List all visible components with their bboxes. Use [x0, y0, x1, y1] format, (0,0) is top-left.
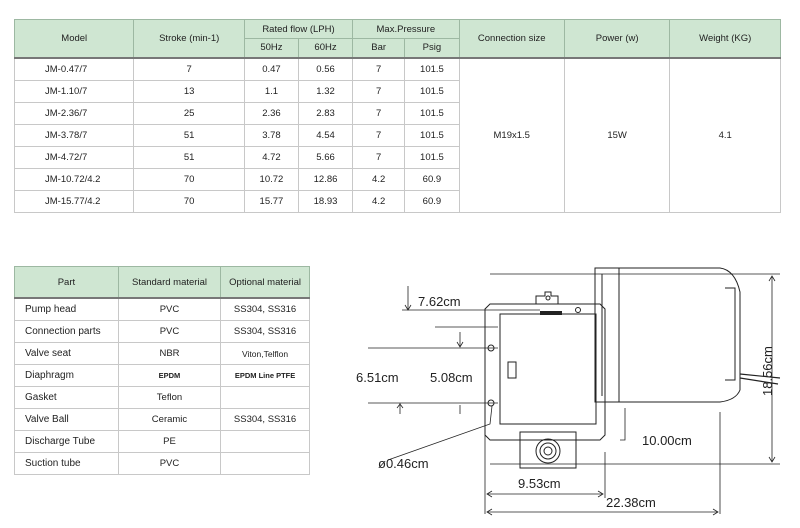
psig-cell: 60.9: [405, 190, 459, 212]
optional-cell: [221, 431, 310, 453]
optional-cell: [221, 387, 310, 409]
header-model: Model: [15, 20, 134, 58]
part-cell: Valve seat: [15, 343, 119, 365]
material-row: [15, 321, 310, 343]
model-cell: JM-15.77/4.2: [15, 190, 134, 212]
standard-cell: NBR: [118, 343, 220, 365]
part-cell: Discharge Tube: [15, 431, 119, 453]
header-optional-material: Optional material: [221, 267, 310, 299]
flow50-cell: 15.77: [244, 190, 298, 212]
dim-left-outer-label: 6.51cm: [356, 370, 399, 385]
header-weight: Weight (KG): [670, 20, 781, 58]
flow50-cell: 2.36: [244, 102, 298, 124]
standard-cell: Teflon: [118, 387, 220, 409]
flow60-cell: 0.56: [298, 58, 352, 81]
model-cell: JM-2.36/7: [15, 102, 134, 124]
connection-size-cell: M19x1.5: [459, 58, 564, 213]
flow50-cell: 4.72: [244, 146, 298, 168]
flow60-cell: 18.93: [298, 190, 352, 212]
flow60-cell: 4.54: [298, 124, 352, 146]
part-cell: Valve Ball: [15, 409, 119, 431]
flow60-cell: 2.83: [298, 102, 352, 124]
header-power: Power (w): [564, 20, 670, 58]
psig-cell: 101.5: [405, 80, 459, 102]
standard-cell: PE: [118, 431, 220, 453]
header-60hz: 60Hz: [298, 39, 352, 58]
stroke-cell: 7: [134, 58, 244, 81]
header-max-pressure: Max.Pressure: [353, 20, 460, 39]
stroke-cell: 70: [134, 190, 244, 212]
standard-cell: EPDM: [118, 365, 220, 387]
material-row: [15, 343, 310, 365]
pump-front-plate: [485, 304, 605, 440]
material-table: [14, 266, 310, 475]
psig-cell: 101.5: [405, 58, 459, 81]
optional-cell: Viton,Telflon: [221, 343, 310, 365]
dim-hole-label: ø0.46cm: [378, 456, 429, 471]
header-stroke: Stroke (min-1): [134, 20, 244, 58]
bar-cell: 7: [353, 102, 405, 124]
bar-cell: 7: [353, 58, 405, 81]
flow60-cell: 5.66: [298, 146, 352, 168]
model-cell: JM-4.72/7: [15, 146, 134, 168]
part-cell: Gasket: [15, 387, 119, 409]
part-cell: Connection parts: [15, 321, 119, 343]
material-row: [15, 365, 310, 387]
standard-cell: Ceramic: [118, 409, 220, 431]
header-connection: Connection size: [459, 20, 564, 58]
pump-front-panel: [500, 314, 596, 424]
dim-top-label: 7.62cm: [418, 294, 461, 309]
bar-cell: 4.2: [353, 168, 405, 190]
flow50-cell: 3.78: [244, 124, 298, 146]
material-row: [15, 298, 310, 321]
spec-row: [15, 58, 781, 81]
part-cell: Pump head: [15, 298, 119, 321]
psig-cell: 101.5: [405, 146, 459, 168]
flow60-cell: 1.32: [298, 80, 352, 102]
dim-left-inner-label: 5.08cm: [430, 370, 473, 385]
part-cell: Suction tube: [15, 453, 119, 475]
header-psig: Psig: [405, 39, 459, 58]
stroke-cell: 70: [134, 168, 244, 190]
model-cell: JM-0.47/7: [15, 58, 134, 81]
power-cell: 15W: [564, 58, 670, 213]
material-row: [15, 387, 310, 409]
model-cell: JM-1.10/7: [15, 80, 134, 102]
header-standard-material: Standard material: [118, 267, 220, 299]
flow50-cell: 10.72: [244, 168, 298, 190]
model-cell: JM-10.72/4.2: [15, 168, 134, 190]
stroke-cell: 25: [134, 102, 244, 124]
optional-cell: SS304, SS316: [221, 409, 310, 431]
bar-cell: 7: [353, 80, 405, 102]
standard-cell: PVC: [118, 453, 220, 475]
psig-cell: 60.9: [405, 168, 459, 190]
standard-cell: PVC: [118, 298, 220, 321]
flow50-cell: 1.1: [244, 80, 298, 102]
optional-cell: SS304, SS316: [221, 321, 310, 343]
material-row: [15, 409, 310, 431]
optional-cell: [221, 453, 310, 475]
material-row: [15, 431, 310, 453]
dim-bottom-inner-label: 9.53cm: [518, 476, 561, 491]
part-cell: Diaphragm: [15, 365, 119, 387]
top-bracket: [536, 292, 558, 304]
pump-dimension-drawing: [340, 262, 790, 524]
dim-depth-label: 10.00cm: [642, 433, 692, 448]
motor-body: [595, 268, 740, 402]
optional-cell: SS304, SS316: [221, 298, 310, 321]
flow60-cell: 12.86: [298, 168, 352, 190]
header-rated-flow: Rated flow (LPH): [244, 20, 352, 39]
material-row: [15, 453, 310, 475]
weight-cell: 4.1: [670, 58, 781, 213]
psig-cell: 101.5: [405, 102, 459, 124]
header-bar: Bar: [353, 39, 405, 58]
stroke-cell: 13: [134, 80, 244, 102]
bar-cell: 7: [353, 146, 405, 168]
bar-cell: 4.2: [353, 190, 405, 212]
flow50-cell: 0.47: [244, 58, 298, 81]
spec-table: [14, 19, 781, 213]
dim-bottom-outer-label: 22.38cm: [606, 495, 656, 510]
standard-cell: PVC: [118, 321, 220, 343]
stroke-cell: 51: [134, 146, 244, 168]
stroke-cell: 51: [134, 124, 244, 146]
psig-cell: 101.5: [405, 124, 459, 146]
header-part: Part: [15, 267, 119, 299]
model-cell: JM-3.78/7: [15, 124, 134, 146]
optional-cell: EPDM Line PTFE: [221, 365, 310, 387]
header-50hz: 50Hz: [244, 39, 298, 58]
bar-cell: 7: [353, 124, 405, 146]
dim-height-label: 18.56cm: [760, 346, 775, 396]
